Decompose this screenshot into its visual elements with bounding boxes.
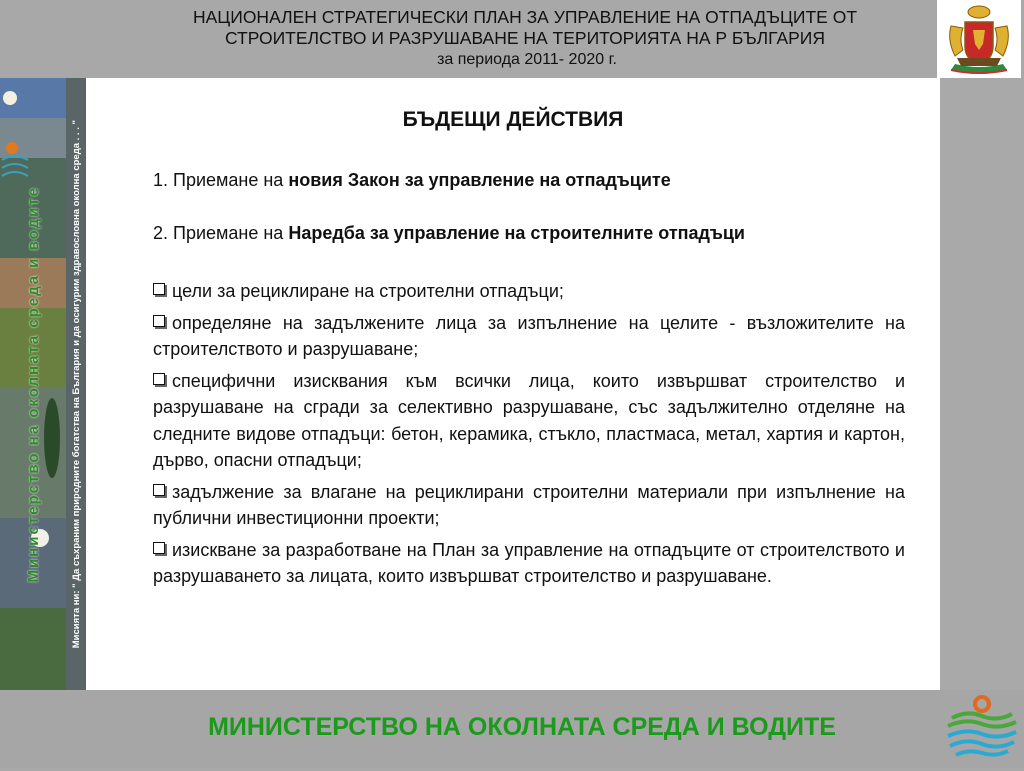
plan-period: за периода 2011- 2020 г.: [437, 51, 617, 68]
checkbox-bullet-icon: [153, 484, 165, 496]
list-item: [153, 368, 905, 474]
ministry-vertical-text: Министерство на околната среда и водите: [24, 185, 42, 583]
plan-title-line1: НАЦИОНАЛЕН СТРАТЕГИЧЕСКИ ПЛАН ЗА УПРАВЛЕНИЕ НА ОТПАДЪЦИТЕ ОТ: [192, 7, 858, 27]
mission-motto-text: Мисията ни: " Да съхраним природните богатства на България и да осигурим здравословна околна среда . . . ": [70, 119, 82, 649]
right-margin: [940, 78, 1024, 690]
ministry-vertical-label: [20, 78, 46, 690]
checkbox-bullet-icon: [153, 373, 165, 385]
slide-title: БЪДЕЩИ ДЕЙСТВИЯ: [402, 108, 624, 131]
list-item-text: определяне на задължените лица за изпълнение на целите - възложителите на строителството и разрушаване;: [153, 312, 905, 359]
plan-title-line2: СТРОИТЕЛСТВО И РАЗРУШАВАНЕ НА ТЕРИТОРИЯТА НА Р БЪЛГАРИЯ: [224, 28, 826, 48]
list-item: [153, 479, 905, 532]
mission-motto: [66, 78, 86, 690]
slide-content: [86, 78, 940, 690]
checkbox-bullet-icon: [153, 315, 165, 327]
left-decorative-strip: [0, 78, 86, 690]
ministry-logo-icon: [942, 692, 1022, 766]
action-item-2-prefix: 2. Приемане на: [153, 223, 289, 243]
header-bar: [0, 0, 1024, 78]
list-item-text: задължение за влагане на рециклирани строителни материали при изпълнение на публични инвестиционни проекти;: [153, 481, 905, 528]
ministry-name: МИНИСТЕРСТВО НА ОКОЛНАТА СРЕДА И ВОДИТЕ: [208, 713, 836, 741]
action-item-1: [153, 168, 913, 192]
list-item: [153, 310, 905, 363]
action-item-1-prefix: 1. Приемане на: [153, 170, 289, 190]
footer-bar: [0, 690, 1024, 768]
coat-of-arms-icon: [937, 0, 1021, 78]
list-item-text: изискване за разработване на План за управление на отпадъците от строителството и разрушаването за лицата, които извършват строителство и разрушаване.: [153, 539, 905, 586]
action-item-2: [153, 221, 913, 245]
action-item-2-regulation: Наредба за управление на строителните отпадъци: [288, 223, 745, 243]
list-item: [153, 278, 905, 305]
list-item-text: цели за рециклиране на строителни отпадъци;: [172, 281, 564, 301]
list-item: [153, 537, 905, 590]
regulation-requirements-list: [153, 278, 905, 595]
checkbox-bullet-icon: [153, 283, 165, 295]
checkbox-bullet-icon: [153, 542, 165, 554]
action-item-1-law: новия Закон за управление на отпадъците: [288, 170, 671, 190]
list-item-text: специфични изисквания към всички лица, които извършват строителство и разрушаване на сгради за селективно разрушаване, със задължително отделяне на следните видове отпадъци: бетон, керамика, стъкло, пластмаса, метал, хартия и картон, дърво, опасни отпадъци;: [153, 370, 905, 470]
plan-title: [85, 7, 965, 70]
